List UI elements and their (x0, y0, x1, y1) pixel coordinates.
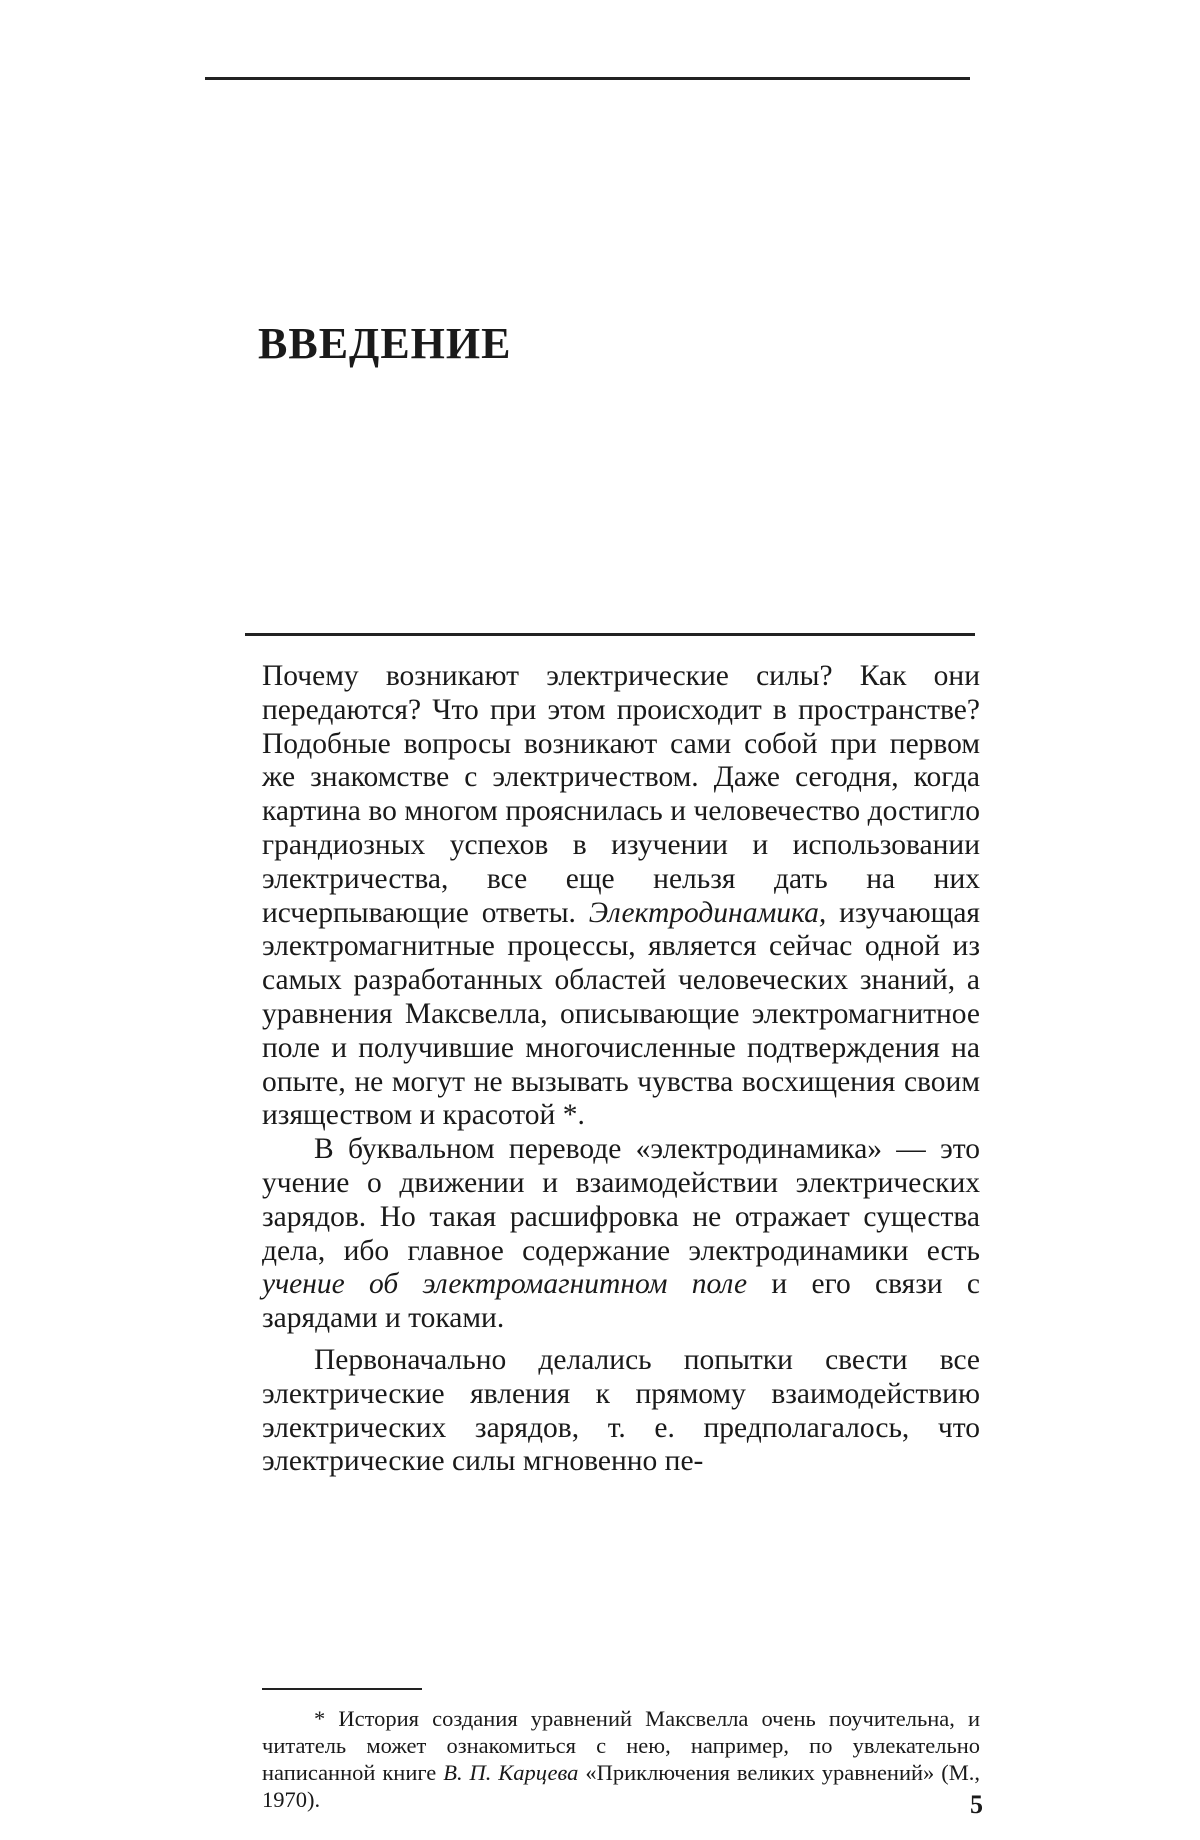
chapter-title: ВВЕДЕНИЕ (258, 319, 512, 368)
footnote-text: «Приключения великих уравнений» (М., 1970). (262, 1760, 980, 1812)
paragraph-text: изучающая электромагнитные процессы, является сейчас одной из самых разработанных областей человеческих знаний, а уравнения Максвелла, описывающие электромагнитное поле и получившие многочисленные подтверждения на опыте, не могут не вызывать чувства восхищения своим изяществом и красотой *. (262, 896, 980, 1132)
paragraph-text: и его связи с зарядами и токами. (262, 1268, 981, 1335)
footnote-rule (262, 1688, 422, 1690)
footnote (262, 1705, 980, 1813)
body-text (262, 660, 980, 1479)
italic-term: учение об электромагнитном поле (262, 1268, 748, 1301)
section-rule (245, 633, 975, 636)
paragraph-text: В буквальном переводе «электродинамика» — это учение о движении и взаимодействии электрических зарядов. Но такая расшифровка не отражает существа дела, ибо главное содержание электродинамики есть (262, 1133, 980, 1267)
paragraph-text: Первоначально делались попытки свести все электрические явления к прямому взаимодействию электрических зарядов, т. е. предполагалось, что электрические силы мгновенно пе- (262, 1343, 980, 1478)
paragraph (262, 1344, 980, 1479)
italic-term: Электродинамика, (588, 896, 827, 929)
paragraph (262, 1133, 980, 1336)
paragraph-text: Почему возникают электрические силы? Как они передаются? Что при этом происходит в пространстве? Подобные вопросы возникают сами собой при первом же знакомстве с электричеством. Даже сегодня, когда картина во многом прояснилась и человечество достигло грандиозных успехов в изучении и использовании электричества, все еще нельзя дать на них исчерпывающие ответы. (262, 660, 980, 929)
top-rule (205, 77, 970, 80)
italic-author: В. П. Карцева (443, 1760, 579, 1785)
footnote-text: * История создания уравнений Максвелла очень поучительна, и читатель может ознакомиться с нею, например, по увлекательно написанной книге (262, 1706, 980, 1785)
page-number: 5 (970, 1790, 983, 1819)
paragraph (262, 660, 980, 1133)
